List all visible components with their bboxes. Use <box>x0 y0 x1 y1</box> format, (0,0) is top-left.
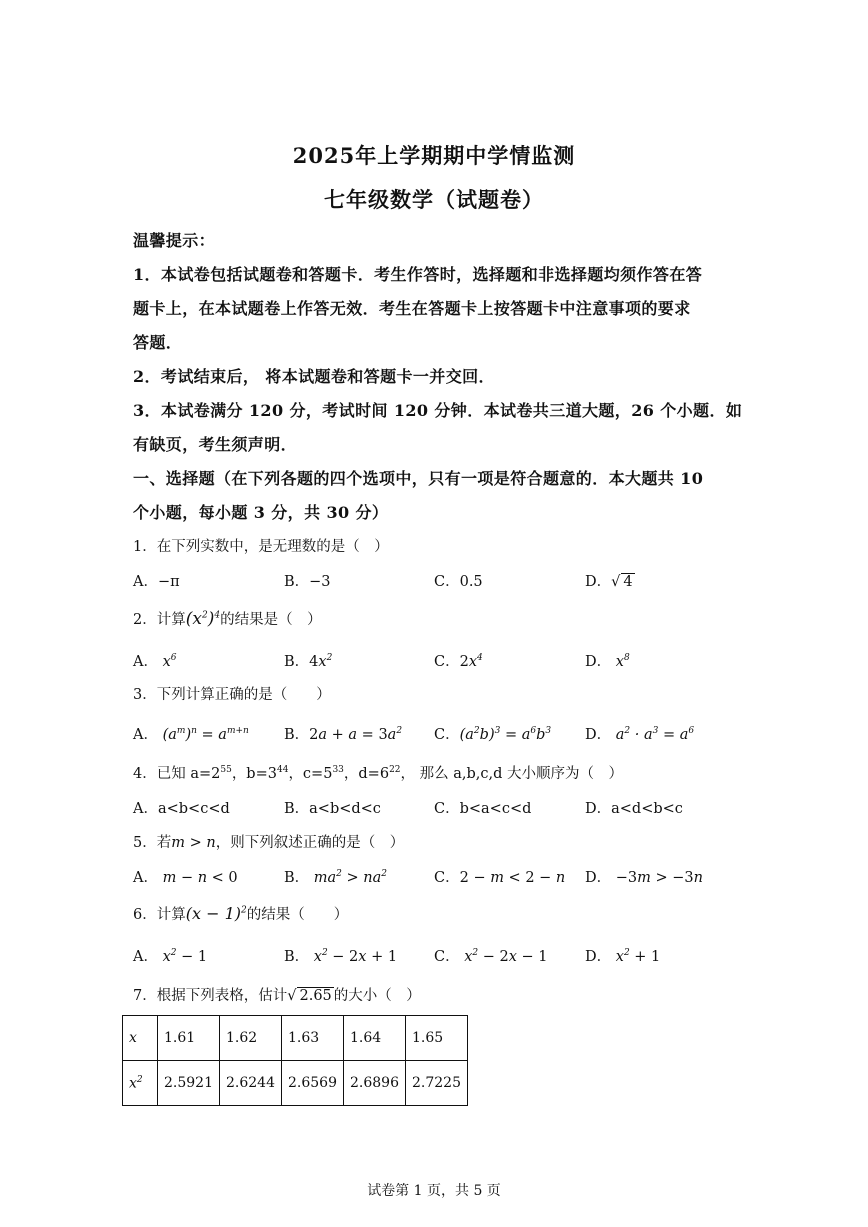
q5-option-a: A． m − n < 0 <box>133 870 238 886</box>
section-heading-line2: 个小题，每小题 3 分，共 30 分） <box>133 503 389 522</box>
q6-option-a: A． $x^2 - 1$ <box>133 948 208 965</box>
q1-option-a: A．−π <box>133 574 180 590</box>
q1-option-d: D．√ 4 <box>585 574 633 590</box>
q4-option-a: A．a<b<c<d <box>133 801 230 817</box>
table-cell: 1.64 <box>344 1016 406 1061</box>
question-7-stem: 7．根据下列表格，估计√ 2.65 的大小（ ） <box>133 988 421 1004</box>
question-6-stem: 6．计算$(x - 1)^2$的结果（ ） <box>133 904 349 923</box>
notice-3-line1: 3．本试卷满分 120 分，考试时间 120 分钟．本试卷共三道大题，26 个小题．如 <box>133 401 743 420</box>
q2-option-b: B．$4x^2$ <box>284 653 333 670</box>
table-cell: 1.63 <box>282 1016 344 1061</box>
q2-option-c: C．$2x^4$ <box>434 653 483 670</box>
q6-option-b: B． $x^2 - 2x + 1$ <box>284 948 398 965</box>
q4-option-b: B．a<b<d<c <box>284 801 381 817</box>
exam-subtitle: 七年级数学（试题卷） <box>324 187 544 212</box>
q6-option-d: D． $x^2 + 1$ <box>585 948 661 965</box>
notice-label: 温馨提示： <box>133 231 216 250</box>
notice-3-line2: 有缺页，考生须声明． <box>133 435 298 454</box>
q3-option-a: A． $(a^m)^n = a^{m+n}$ <box>133 726 249 743</box>
value-table <box>122 1015 468 1106</box>
q1-option-d-label: D． <box>585 574 612 590</box>
q5-option-d: D． −3m > −3n <box>585 870 703 886</box>
q6-option-c: C． $x^2 - 2x - 1$ <box>434 948 548 965</box>
question-1-stem: 1．在下列实数中，是无理数的是（ ） <box>133 539 389 555</box>
table-cell: x <box>123 1016 158 1061</box>
section-heading-line1: 一、选择题（在下列各题的四个选项中，只有一项是符合题意的．本大题共 10 <box>133 469 704 488</box>
q2-option-d: D． $x^8$ <box>585 653 630 670</box>
q2-post: 的结果是（ ） <box>220 612 322 628</box>
q2-option-a: A． $x^6$ <box>133 653 177 670</box>
q3-option-c: C．$(a^2b)^3 = a^6b^3$ <box>434 726 552 743</box>
q3-option-b: B．$2a + a = 3a^2$ <box>284 726 403 743</box>
table-cell: 2.5921 <box>158 1061 220 1106</box>
question-5-stem: 5．若m > n，则下列叙述正确的是（ ） <box>133 835 405 851</box>
question-4-stem: 4．已知 $a=2^{55}$，$b=3^{44}$，$c=5^{33}$，$d=6^{22}$， 那么 a,b,c,d 大小顺序为（ ） <box>133 765 623 782</box>
question-3-stem: 3．下列计算正确的是（ ） <box>133 687 331 703</box>
table-cell: 2.7225 <box>406 1061 468 1106</box>
q2-pre: 2．计算 <box>133 612 186 628</box>
question-2-stem: 2．计算$(x^2)^4$的结果是（ ） <box>133 609 322 629</box>
q7-radicand: 2.65 <box>299 988 332 1004</box>
q3-option-d: D． $a^2 \cdot a^3 = a^6$ <box>585 726 695 743</box>
notice-1-line2: 题卡上，在本试题卷上作答无效．考生在答题卡上按答题卡中注意事项的要求 <box>133 299 691 318</box>
notice-1-line1: 1．本试卷包括试题卷和答题卡．考生作答时，选择题和非选择题均须作答在答 <box>133 265 703 284</box>
table-row <box>123 1061 468 1106</box>
notice-2: 2．考试结束后， 将本试题卷和答题卡一并交回． <box>133 367 495 386</box>
q5-option-b: B． $ma^2 > na^2$ <box>284 869 387 886</box>
q4-option-d: D．a<d<b<c <box>585 801 683 817</box>
q4-option-c: C．b<a<c<d <box>434 801 532 817</box>
table-cell: 2.6244 <box>220 1061 282 1106</box>
q5-option-c: C．2 − m < 2 − n <box>434 870 566 886</box>
q1-option-d-radicand: 4 <box>623 574 633 590</box>
q1-option-c: C．0.5 <box>434 574 483 590</box>
table-cell: 2.6896 <box>344 1061 406 1106</box>
table-cell: 1.61 <box>158 1016 220 1061</box>
table-cell: 1.65 <box>406 1016 468 1061</box>
table-cell: 1.62 <box>220 1016 282 1061</box>
page-footer: 试卷第 1 页，共 5 页 <box>367 1183 501 1199</box>
table-cell: 2.6569 <box>282 1061 344 1106</box>
exam-title: 2025年上学期期中学情监测 <box>292 143 576 168</box>
notice-1-line3: 答题． <box>133 333 183 352</box>
table-cell: $x^2$ <box>123 1061 158 1106</box>
q1-option-b: B．−3 <box>284 574 331 590</box>
table-row <box>123 1016 468 1061</box>
